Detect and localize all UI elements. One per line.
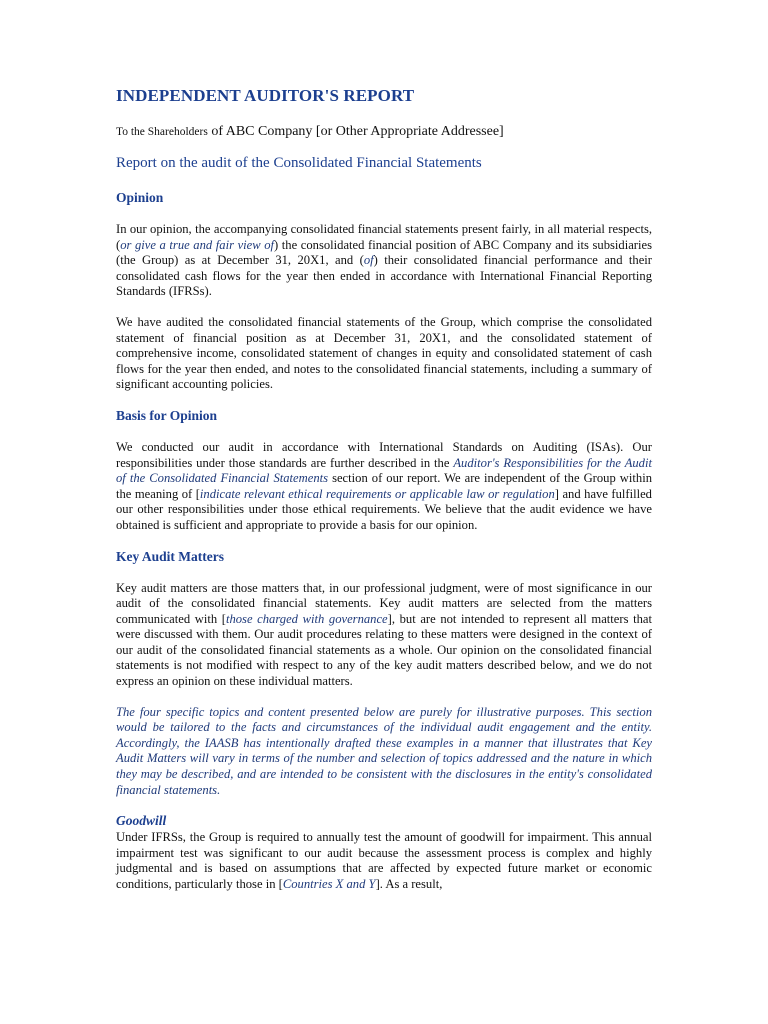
- basis-p1-e: ] and have fulfilled our other responsibilities under those ethical requirements. We believe that the audit evidence we have obtained is sufficient and appropriate to provide a basis for our opinion.: [116, 486, 652, 532]
- kam-p1-b: those charged with governance: [225, 611, 388, 626]
- kam-illustrative-note: The four specific topics and content presented below are purely for illustrative purposes. This section would be tailored to the facts and circumstances of the individual audit engagement and the entity. Accordingly, the IAASB has intentionally drafted these examples in a manner that illustrates that Key Audit Matters will vary in terms of the number and selection of topics addressed and the nature in which they may be described, and are intended to be consistent with the disclosures in the entity's consolidated financial statements.: [116, 704, 652, 797]
- opinion-p1-d: of: [363, 253, 374, 268]
- basis-p1-d: indicate relevant ethical requirements or applicable law or regulation: [199, 486, 555, 501]
- opinion-p1-b: or give a true and fair view of: [120, 237, 275, 252]
- opinion-paragraph-2: We have audited the consolidated financial statements of the Group, which comprise the consolidated statement of financial position as at December 31, 20X1, and the consolidated statement of comprehensive income, consolidated statement of changes in equity and consolidated statement of cash flows for the year then ended, and notes to the consolidated financial statements, including a summary of significant accounting policies.: [116, 314, 652, 392]
- goodwill-p1-b: Countries X and Y: [282, 877, 376, 891]
- basis-p1-c: section of our report. We are independent of the Group within the meaning of [: [116, 471, 652, 501]
- opinion-paragraph-1: [116, 222, 652, 300]
- goodwill-heading: Goodwill: [116, 813, 167, 829]
- basis-heading: Basis for Opinion: [116, 407, 218, 423]
- opinion-p1-a: In our opinion, the accompanying consolidated financial statements present fairly, in all material respects, (: [116, 222, 652, 252]
- kam-heading: Key Audit Matters: [116, 548, 224, 564]
- opinion-p1-e: ) their consolidated financial performance and their consolidated cash flows for the year then ended in accordance with International Financial Reporting Standards (IFRSs).: [116, 253, 652, 299]
- opinion-heading: Opinion: [116, 190, 164, 205]
- kam-p1-c: ], but are not intended to represent all matters that were discussed with them. Our audit procedures relating to these matters were designed in the context of our audit of the consolidated financial statements as a whole. Our opinion on the consolidated financial statements is not modified with respect to any of the key audit matters described below, and we do not express an opinion on these individual matters.: [116, 611, 652, 689]
- goodwill-p1-a: Under IFRSs, the Group is required to annually test the amount of goodwill for impairment. This annual impairment test was significant to our audit because the assessment process is complex and highly judgmental and is based on assumptions that are affected by expected future market or economic conditions, particularly those in [: [116, 830, 652, 891]
- basis-p1-b: Auditor's Responsibilities for the Audit of the Consolidated Financial Statements: [116, 455, 652, 486]
- kam-paragraph-1: [116, 581, 652, 690]
- opinion-p1-c: ) the consolidated financial position of ABC Company and its subsidiaries (the Group) as at December 31, 20X1, and (: [116, 237, 652, 268]
- goodwill-paragraph-1: [116, 830, 652, 892]
- addressee-line: [116, 124, 652, 140]
- addressee-prefix: To the Shareholders: [116, 126, 208, 138]
- goodwill-p1-c: ]. As a result,: [375, 877, 443, 891]
- addressee-rest: of ABC Company [or Other Appropriate Addressee]: [207, 124, 504, 139]
- basis-p1-a: We conducted our audit in accordance with International Standards on Auditing (ISAs). Our responsibilities under those standards are further described in the: [116, 439, 652, 470]
- section-heading: Report on the audit of the Consolidated Financial Statements: [116, 155, 482, 171]
- kam-p1-a: Key audit matters are those matters that, in our professional judgment, were of most significance in our audit of the consolidated financial statements. Key audit matters are selected from the matters communicated with [: [116, 580, 652, 626]
- basis-paragraph-1: [116, 440, 652, 534]
- report-title: INDEPENDENT AUDITOR'S REPORT: [116, 86, 415, 105]
